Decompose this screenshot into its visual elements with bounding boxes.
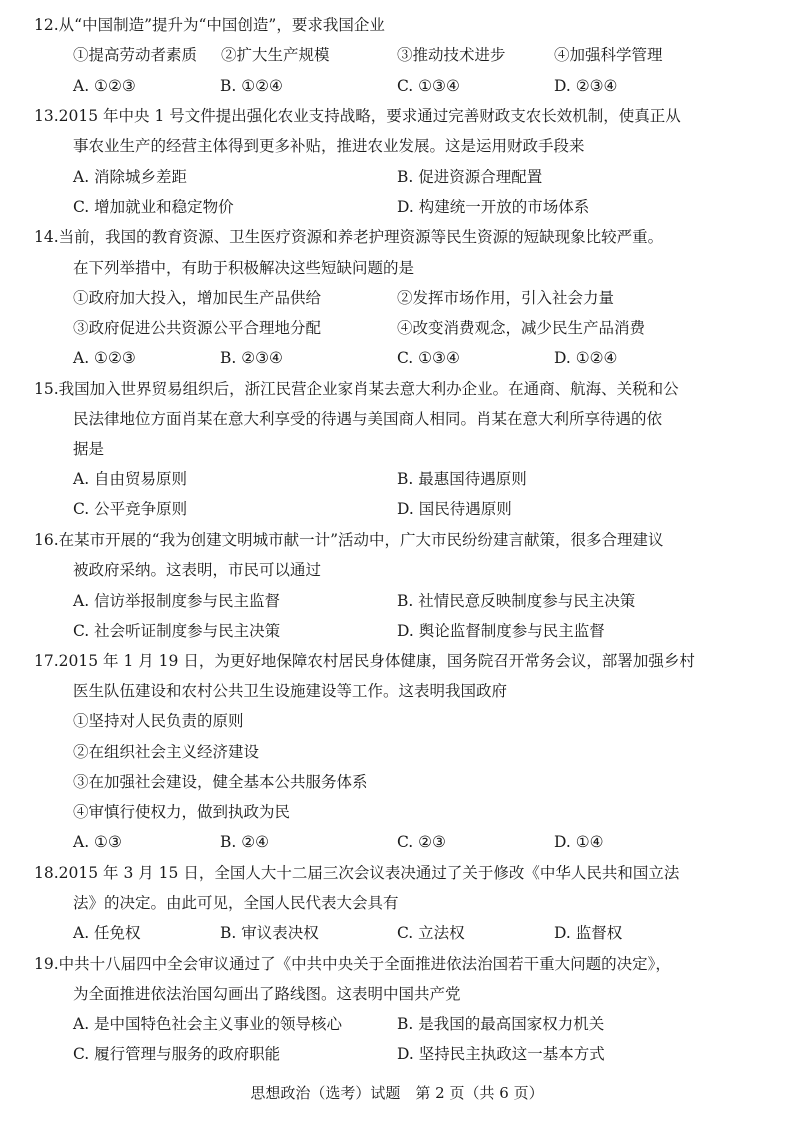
q12-option-c[interactable]: C. ①③④	[397, 77, 460, 95]
q14-statement-3: ③政府促进公共资源公平合理地分配	[73, 319, 322, 337]
question-13-stem	[34, 106, 681, 126]
q17-statement-4: ④审慎行使权力，做到执政为民	[73, 803, 291, 821]
q15-option-c[interactable]: C. 公平竞争原则	[73, 500, 188, 518]
question-number: 12.	[34, 16, 59, 34]
q14-option-c[interactable]: C. ①③④	[397, 349, 460, 367]
q19-option-c[interactable]: C. 履行管理与服务的政府职能	[73, 1045, 281, 1063]
q15-option-a[interactable]: A. 自由贸易原则	[73, 470, 188, 488]
question-16-stem	[34, 530, 664, 550]
q12-statement-2: ②扩大生产规模	[221, 46, 330, 64]
question-number: 17.	[34, 652, 59, 670]
stem-line: 当前，我国的教育资源、卫生医疗资源和养老护理资源等民生资源的短缺现象比较严重。	[58, 228, 664, 246]
q18-option-c[interactable]: C. 立法权	[397, 924, 465, 942]
q12-option-d[interactable]: D. ②③④	[554, 77, 618, 95]
q17-option-c[interactable]: C. ②③	[397, 833, 446, 851]
question-15-stem	[34, 379, 679, 399]
q12-statement-3: ③推动技术进步	[397, 46, 506, 64]
question-number: 19.	[34, 955, 59, 973]
question-number: 14.	[34, 228, 59, 246]
q17-option-b[interactable]: B. ②④	[220, 833, 270, 851]
q17-statement-3: ③在加强社会建设，健全基本公共服务体系	[73, 773, 368, 791]
q18-option-a[interactable]: A. 任免权	[73, 924, 141, 942]
q19-option-d[interactable]: D. 坚持民主执政这一基本方式	[397, 1045, 605, 1063]
q17-option-a[interactable]: A. ①③	[73, 833, 122, 851]
q14-option-b[interactable]: B. ②③④	[220, 349, 283, 367]
q18-option-d[interactable]: D. 监督权	[554, 924, 623, 942]
question-16-stem-cont: 被政府采纳。这表明，市民可以通过	[73, 561, 322, 579]
q12-statement-4: ④加强科学管理	[554, 46, 663, 64]
question-18-stem-cont: 法》的决定。由此可见，全国人民代表大会具有	[73, 894, 399, 912]
question-15-stem-cont-1: 民法律地位方面肖某在意大利享受的待遇与美国商人相同。肖某在意大利所享待遇的依	[73, 410, 663, 428]
question-14-stem	[34, 227, 663, 247]
question-14-stem-cont: 在下列举措中，有助于积极解决这些短缺问题的是	[73, 259, 415, 277]
q18-option-b[interactable]: B. 审议表决权	[220, 924, 319, 942]
q15-option-b[interactable]: B. 最惠国待遇原则	[397, 470, 527, 488]
q16-option-a[interactable]: A. 信访举报制度参与民主监督	[73, 592, 281, 610]
question-17-stem-cont: 医生队伍建设和农村公共卫生设施建设等工作。这表明我国政府	[73, 682, 508, 700]
q19-option-b[interactable]: B. 是我国的最高国家权力机关	[397, 1015, 605, 1033]
q16-option-c[interactable]: C. 社会听证制度参与民主决策	[73, 622, 281, 640]
q17-statement-2: ②在组织社会主义经济建设	[73, 743, 260, 761]
q13-option-d[interactable]: D. 构建统一开放的市场体系	[397, 198, 590, 216]
stem-line: 我国加入世界贸易组织后，浙江民营企业家肖某去意大利办企业。在通商、航海、关税和公	[58, 380, 679, 398]
question-19-stem-cont: 为全面推进依法治国勾画出了路线图。这表明中国共产党	[73, 985, 461, 1003]
question-19-stem	[34, 954, 671, 974]
q19-option-a[interactable]: A. 是中国特色社会主义事业的领导核心	[73, 1015, 343, 1033]
question-number: 13.	[34, 107, 59, 125]
q14-statement-1: ①政府加大投入，增加民生产品供给	[73, 289, 322, 307]
q12-option-b[interactable]: B. ①②④	[220, 77, 283, 95]
question-18-stem	[34, 863, 679, 883]
page-footer: 思想政治（选考）试题 第 2 页（共 6 页）	[250, 1084, 544, 1102]
question-15-stem-cont-2: 据是	[73, 440, 105, 458]
q14-option-d[interactable]: D. ①②④	[554, 349, 618, 367]
stem-line: 2015 年中央 1 号文件提出强化农业支持战略，要求通过完善财政支农长效机制，使真正从	[58, 107, 681, 125]
question-number: 15.	[34, 380, 59, 398]
q13-option-a[interactable]: A. 消除城乡差距	[73, 168, 188, 186]
question-17-stem	[34, 651, 695, 671]
q13-option-c[interactable]: C. 增加就业和稳定物价	[73, 198, 234, 216]
q12-statement-1: ①提高劳动者素质	[73, 46, 198, 64]
q12-option-a[interactable]: A. ①②③	[73, 77, 136, 95]
q14-option-a[interactable]: A. ①②③	[73, 349, 136, 367]
stem-line: 2015 年 1 月 19 日，为更好地保障农村居民身体健康，国务院召开常务会议，部署加强乡村	[58, 652, 695, 670]
q16-option-d[interactable]: D. 舆论监督制度参与民主监督	[397, 622, 605, 640]
q14-statement-4: ④改变消费观念，减少民生产品消费	[397, 319, 646, 337]
stem-line: 在某市开展的“我为创建文明城市献一计”活动中，广大市民纷纷建言献策，很多合理建议	[58, 531, 664, 549]
stem-line: 从“中国制造”提升为“中国创造”，要求我国企业	[58, 16, 385, 34]
question-13-stem-cont: 事农业生产的经营主体得到更多补贴，推进农业发展。这是运用财政手段来	[73, 137, 585, 155]
question-number: 18.	[34, 864, 59, 882]
q13-option-b[interactable]: B. 促进资源合理配置	[397, 168, 543, 186]
q15-option-d[interactable]: D. 国民待遇原则	[397, 500, 512, 518]
stem-line: 2015 年 3 月 15 日，全国人大十二届三次会议表决通过了关于修改《中华人民共和国立法	[58, 864, 680, 882]
question-number: 16.	[34, 531, 59, 549]
q16-option-b[interactable]: B. 社情民意反映制度参与民主决策	[397, 592, 636, 610]
stem-line: 中共十八届四中全会审议通过了《中共中央关于全面推进依法治国若干重大问题的决定》，	[58, 955, 671, 973]
question-12-stem	[34, 15, 385, 35]
q17-statement-1: ①坚持对人民负责的原则	[73, 712, 244, 730]
q14-statement-2: ②发挥市场作用，引入社会力量	[397, 289, 615, 307]
q17-option-d[interactable]: D. ①④	[554, 833, 604, 851]
